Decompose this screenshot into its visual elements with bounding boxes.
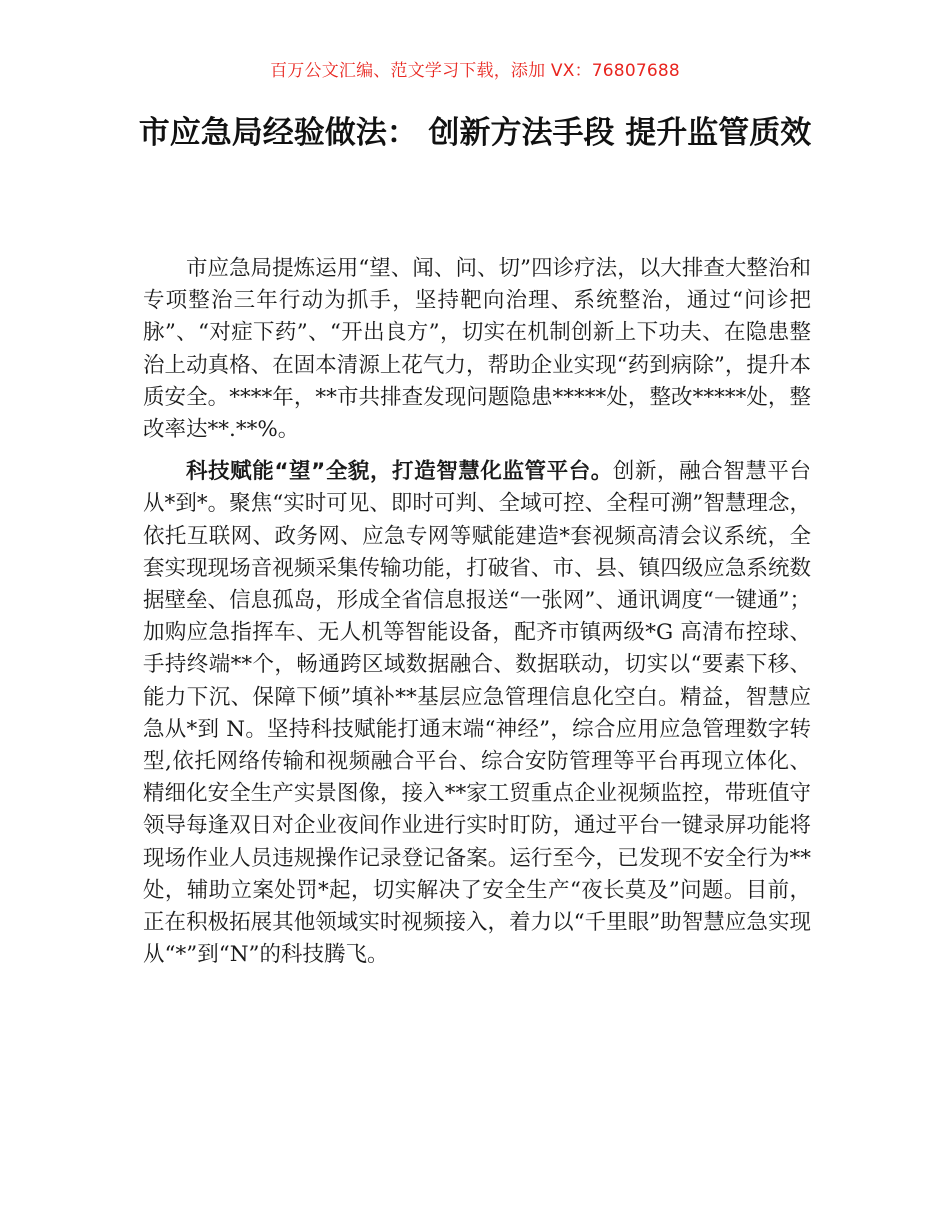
intro-paragraph-text: 市应急局提炼运用“望、闻、问、切”四诊疗法，以大排查大整治和专项整治三年行动为抓手，坚持靶向治理、系统整治，通过“问诊把脉”、“对症下药”、“开出良方”，切实在机制创新上下功夫、在隐患整治上动真格、在固本清源上花气力，帮助企业实现“药到病除”，提升本质安全。****年，**市共排查发现问题隐患*****处，整改*****处，整改率达**.**%。 [143,256,811,443]
header-banner: 百万公文汇编、范文学习下载，添加 VX：76807688 [270,61,680,81]
intro-paragraph [143,253,811,446]
tech-paragraph [143,456,811,971]
tech-paragraph-lead: 科技赋能“望”全貌，打造智慧化监管平台。 [186,459,613,485]
tech-paragraph-text: 创新，融合智慧平台从*到*。聚焦“实时可见、即时可判、全域可控、全程可溯”智慧理念，依托互联网、政务网、应急专网等赋能建造*套视频高清会议系统，全套实现现场音视频采集传输功能，打破省、市、县、镇四级应急系统数据壁垒、信息孤岛，形成全省信息报送“一张网”、通讯调度“一键通”；加购应急指挥车、无人机等智能设备，配齐市镇两级*G 高清布控球、手持终端**个，畅通跨区域数据融合、数据联动，切实以“要素下移、能力下沉、保障下倾”填补**基层应急管理信息化空白。精益，智慧应急从*到 N。坚持科技赋能打通末端“神经”，综合应用应急管理数字转型,依托网络传输和视频融合平台、综合安防管理等平台再现立体化、精细化安全生产实景图像，接入**家工贸重点企业视频监控，带班值守领导每逢双日对企业夜间作业进行实时盯防，通过平台一键录屏功能将现场作业人员违规操作记录登记备案。运行至今，已发现不安全行为**处，辅助立案处罚*起，切实解决了安全生产“夜长莫及”问题。目前，正在积极拓展其他领域实时视频接入，着力以“千里眼”助智慧应急实现从“*”到“N”的科技腾飞。 [143,459,811,968]
document-title: 市应急局经验做法： 创新方法手段 提升监管质效 [138,115,812,151]
document-body [143,253,811,971]
